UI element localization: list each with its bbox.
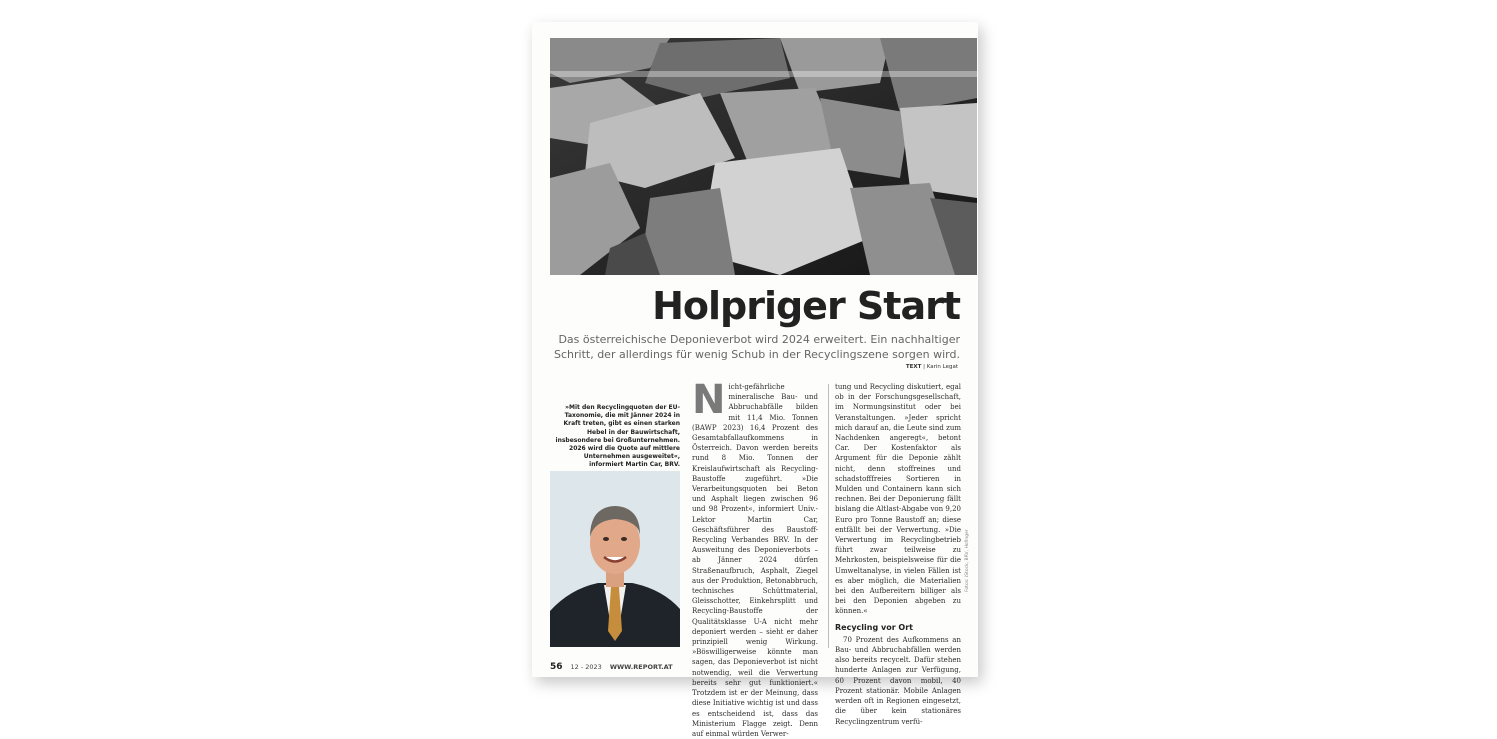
article-column-2 (835, 382, 961, 726)
pull-quote: »Mit den Recyclingquoten der EU-Taxonomie, die mit Jänner 2024 in Kraft treten, gibt es einen starken Hebel in der Bauwirtschaft, insbesondere bei Großunternehmen. 2026 wird die Quote auf mittlere Unternehmen ausgeweitet«, informiert Martin Car, BRV. (555, 404, 680, 469)
page-footer (550, 662, 673, 672)
column-1-text: icht-gefährliche mineralische Bau- und Abbruchabfälle bilden mit 11,4 Mio. Tonnen (BAWP 2023) 16,4 Prozent des Gesamtabfallaufkommens in Österreich. Davon werden bereits rund 8 Mio. Tonnen der Kreislaufwirtschaft als Recycling-Baustoffe zugeführt. »Die Verarbeitungsquoten bei Beton und Asphalt liegen zwischen 96 und 98 Prozent«, informiert Univ.-Lektor Martin Car, Geschäftsführer des Baustoff-Recycling Verbandes BRV. In der Ausweitung des Deponieverbots – ab Jänner 2024 dürfen Straßenaufbruch, Asphalt, Ziegel aus der Produktion, Betonabbruch, technisches Schüttmaterial, Gleisschotter, Einkehrsplitt und Recycling-Baustoffe der Qualitätsklasse U-A nicht mehr deponiert werden – sieht er daher prinzipiell wenig Wirkung. »Böswilligerweise könnte man sagen, das Deponieverbot ist nicht notwendig, weil die Verwertung bereits sehr gut funktioniert.« Trotzdem ist er der Meinung, dass diese Initiative wichtig ist und dass es entscheidend ist, dass das Ministerium Flagge zeigt. Denn auf einmal würden Verwer- (692, 383, 818, 738)
magazine-page (532, 22, 978, 738)
article-title: Holpriger Start (652, 284, 960, 328)
column-2-text-b: 70 Prozent des Aufkommens an Bau- und Abbruchabfällen werden also bereits recycelt. Dafür stehen hunderte Anlagen zur Verfügung, 60 Prozent davon mobil, 40 Prozent stationär. Mobile Anlagen werden oft in Regionen eingesetzt, die über kein stationäres Recyclingzentrum verfü- (835, 635, 961, 726)
byline-separator: | (921, 364, 927, 370)
hero-image-rubble (550, 38, 977, 275)
column-divider (828, 384, 829, 648)
article-column-1 (692, 377, 818, 738)
column-2-text: tung und Recycling diskutiert, egal ob in der Forschungsgesellschaft, im Normungsinstitut oder bei Veranstaltungen. »Jeder spricht mich darauf an, die Leute sind zum Nachdenken angeregt«, betont Car. Der Kostenfaktor als Argument für die Deponie zählt nicht, denn stoffreines und schadstofffreies Sortieren in Mulden und Containern kann sich rechnen. Bei der Deponierung fällt bislang die Altlast-Abgabe von 9,20 Euro pro Tonne Baustoff an; diese entfällt bei der Verwertung. »Die Verwertung im Recyclingbetrieb führt zwar teilweise zu Mehrkosten, beispielsweise für die Umweltanalyse, in vielen Fällen ist es aber möglich, die Materialien bei den Aufbereitern billiger als bei den Deponien abgeben zu können.« (835, 383, 961, 616)
section-heading: Recycling vor Ort (835, 622, 913, 632)
dropcap: N (692, 377, 726, 423)
byline-label: TEXT (905, 364, 922, 370)
website-link[interactable]: WWW.REPORT.AT (609, 663, 673, 671)
byline-author: Karin Legat (926, 364, 958, 370)
photo-credit: Fotos: iStock, BRV, Hofinger (965, 529, 970, 592)
portrait-photo (550, 471, 680, 647)
byline (906, 364, 958, 370)
page-number: 56 (550, 662, 563, 672)
article-subtitle: Das österreichische Deponieverbot wird 2024 erweitert. Ein nachhaltiger Schritt, der allerdings für wenig Schub in der Recyclingszene sorgen wird. (554, 333, 960, 361)
hero-rubble-illustration (550, 38, 977, 275)
portrait-illustration (550, 471, 680, 647)
issue-number: 12 - 2023 (570, 663, 602, 671)
